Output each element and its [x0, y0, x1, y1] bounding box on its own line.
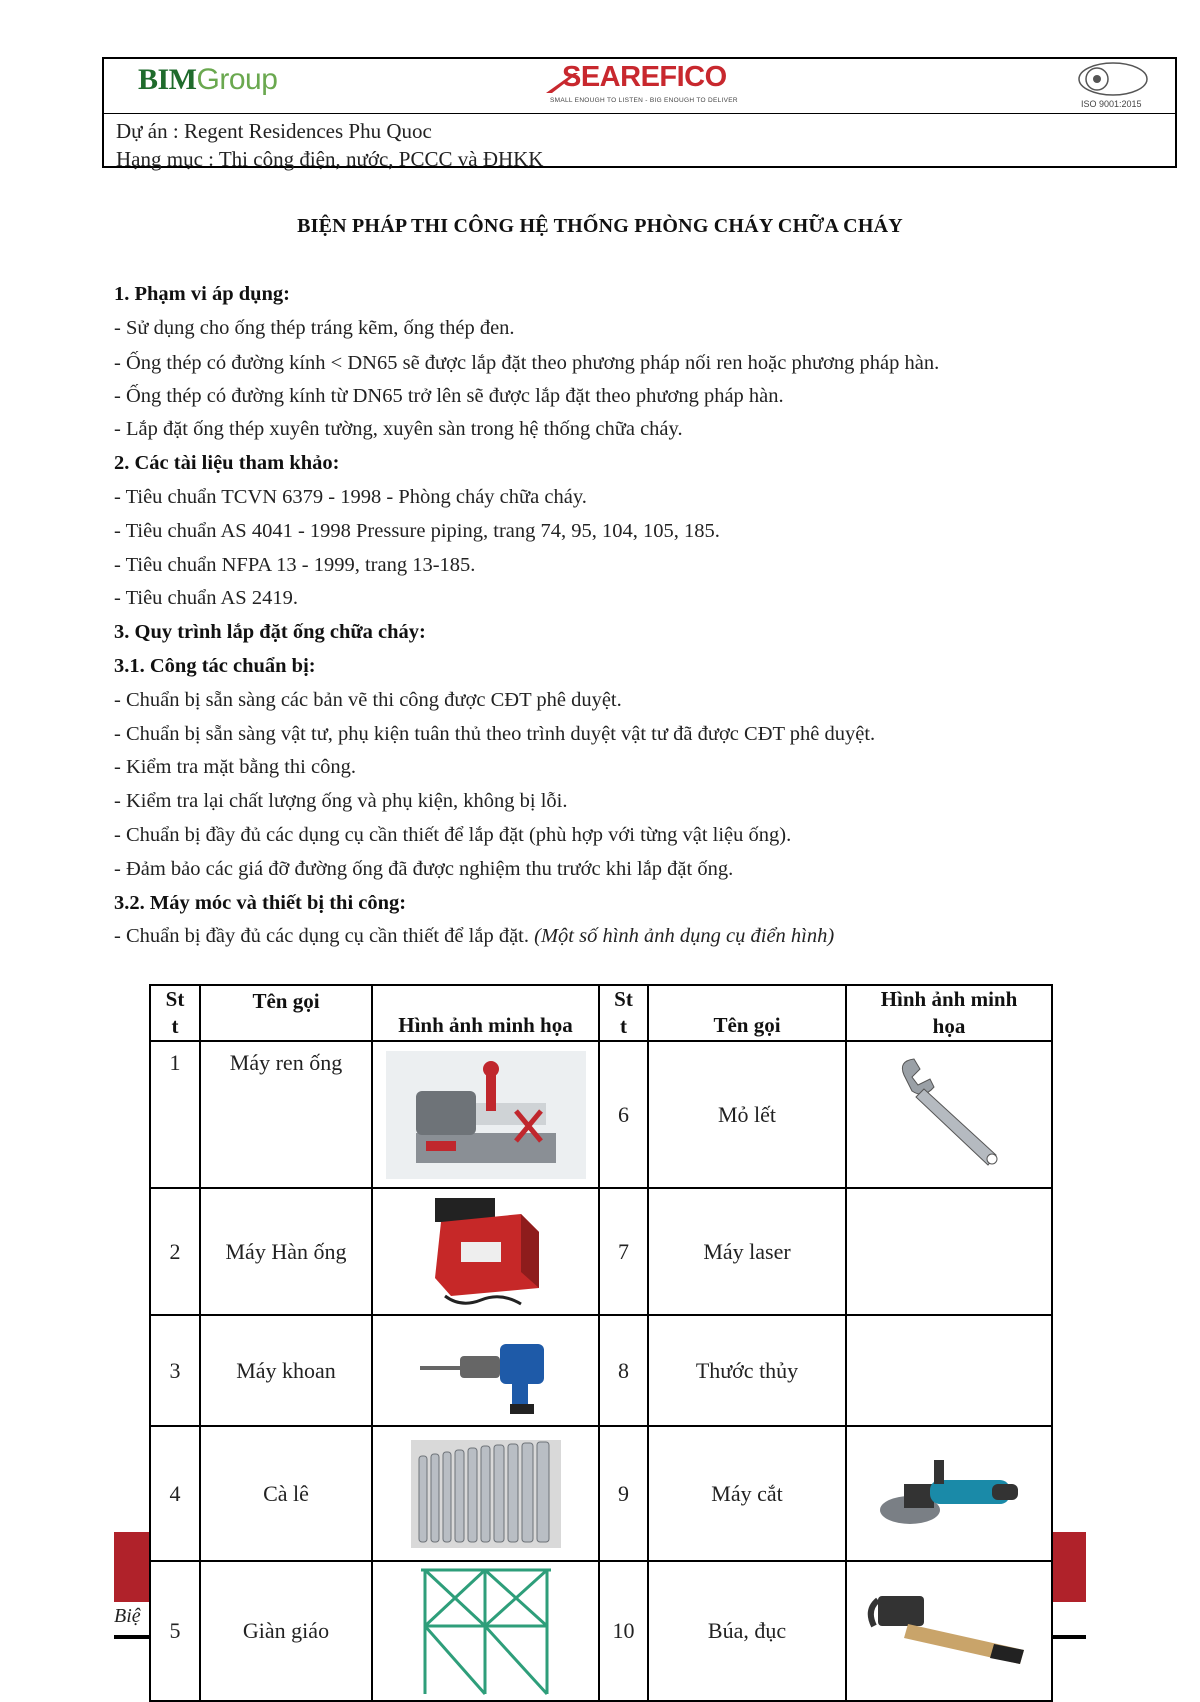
row-number-2: 7: [599, 1188, 648, 1315]
tool-image-cell: [372, 1188, 599, 1315]
body-line: - Chuẩn bị sẵn sàng các bản vẽ thi công được CĐT phê duyệt.: [114, 688, 622, 711]
tool-image-cell-2: [846, 1426, 1052, 1561]
pipe-threading-machine-icon: [386, 1051, 586, 1179]
logo-row: [104, 59, 1175, 114]
body-line: - Ống thép có đường kính từ DN65 trở lên sẽ được lắp đặt theo phương pháp hàn.: [114, 384, 784, 407]
section-heading: 1. Phạm vi áp dụng:: [114, 283, 291, 305]
footer-red-bar-left: [114, 1532, 150, 1602]
table-row: [150, 1188, 1052, 1315]
col-header-image: Hình ảnh minh họa: [372, 985, 599, 1041]
tool-image-cell-2: [846, 1561, 1052, 1701]
table-row: [150, 1426, 1052, 1561]
table-header-row: [150, 985, 1052, 1041]
tool-name-2: Thước thủy: [648, 1315, 846, 1426]
row-number: 2: [150, 1188, 200, 1315]
row-number-2: 9: [599, 1426, 648, 1561]
subsection-heading: 3.1. Công tác chuẩn bị:: [114, 654, 316, 677]
body-line: - Tiêu chuẩn NFPA 13 - 1999, trang 13-185.: [114, 553, 476, 576]
footer-text: Biệ: [114, 1605, 141, 1627]
tool-image-cell: [372, 1426, 599, 1561]
searefico-logo: SEAREFICO SMALL ENOUGH TO LISTEN - BIG ENOUGH TO DELIVER: [544, 61, 744, 109]
body-line: - Ống thép có đường kính < DN65 sẽ được lắp đặt theo phương pháp nối ren hoặc phương pháp hàn.: [114, 351, 940, 374]
row-number: 4: [150, 1426, 200, 1561]
section-heading: 3. Quy trình lắp đặt ống chữa cháy:: [114, 621, 426, 644]
scaffolding-icon: [411, 1566, 561, 1696]
iso-badge-icon: [1073, 61, 1153, 99]
body-line: - Tiêu chuẩn AS 2419.: [114, 587, 298, 610]
project-info: [116, 117, 543, 173]
section-heading: 2. Các tài liệu tham khảo:: [114, 452, 340, 475]
tool-name: Giàn giáo: [200, 1561, 372, 1701]
body-line: - Chuẩn bị sẵn sàng vật tư, phụ kiện tuân thủ theo trình duyệt vật tư đã được CĐT phê duyệt.: [114, 722, 876, 745]
col-header-name-2: Tên gọi: [648, 985, 846, 1041]
tools-table: [149, 984, 1053, 1702]
tool-name-2: Máy cắt: [648, 1426, 846, 1561]
col-header-stt-2: St t: [599, 985, 648, 1041]
tool-image-cell-2: [846, 1188, 1052, 1315]
wrench-set-icon: [411, 1440, 561, 1548]
body-line: - Tiêu chuẩn TCVN 6379 - 1998 - Phòng cháy chữa cháy.: [114, 485, 587, 508]
project-line: Dự án : Regent Residences Phu Quoc: [116, 119, 432, 143]
body-line: - Chuẩn bị đầy đủ các dụng cụ cần thiết để lắp đặt. (Một số hình ảnh dụng cụ điển hình): [114, 925, 835, 948]
tool-image-cell-2: [846, 1315, 1052, 1426]
footer-red-bar-right: [1052, 1532, 1086, 1602]
table-row: [150, 1315, 1052, 1426]
italic-note: (Một số hình ảnh dụng cụ điển hình): [534, 925, 835, 948]
row-number: 1: [150, 1041, 200, 1188]
document-title: BIỆN PHÁP THI CÔNG HỆ THỐNG PHÒNG CHÁY CHỮA CHÁY: [297, 215, 903, 237]
body-line: - Đảm bảo các giá đỡ đường ống đã được nghiệm thu trước khi lắp đặt ống.: [114, 857, 734, 880]
col-header-image-2: Hình ảnh minh họa: [846, 985, 1052, 1041]
footer-rule-left: [114, 1635, 150, 1639]
category-line: Hạng mục : Thi công điện, nước, PCCC và ĐHKK: [116, 147, 544, 171]
subsection-heading: 3.2. Máy móc và thiết bị thi công:: [114, 891, 407, 914]
tool-name: Máy khoan: [200, 1315, 372, 1426]
body-line: - Lắp đặt ống thép xuyên tường, xuyên sàn trong hệ thống chữa cháy.: [114, 418, 683, 441]
tool-name: Máy Hàn ống: [200, 1188, 372, 1315]
row-number: 3: [150, 1315, 200, 1426]
table-row: [150, 1041, 1052, 1188]
document-header: [102, 57, 1177, 171]
row-number-2: 8: [599, 1315, 648, 1426]
hammer-icon: [864, 1586, 1034, 1676]
tool-name: Cà lê: [200, 1426, 372, 1561]
bim-group-logo: BIMGroup: [138, 63, 278, 96]
body-line: - Chuẩn bị đầy đủ các dụng cụ cần thiết để lắp đặt (phù hợp với từng vật liệu ống).: [114, 823, 792, 846]
tool-name-2: Máy laser: [648, 1188, 846, 1315]
tool-image-cell-2: [846, 1041, 1052, 1188]
angle-grinder-icon: [874, 1454, 1024, 1534]
tool-name: Máy ren ống: [200, 1041, 372, 1188]
body-line: - Sử dụng cho ống thép tráng kẽm, ống thép đen.: [114, 316, 515, 339]
tool-image-cell: [372, 1315, 599, 1426]
row-number-2: 6: [599, 1041, 648, 1188]
body-line: - Tiêu chuẩn AS 4041 - 1998 Pressure piping, trang 74, 95, 104, 105, 185.: [114, 519, 720, 542]
tool-image-cell: [372, 1561, 599, 1701]
footer-rule-right: [1052, 1635, 1086, 1639]
row-number-2: 10: [599, 1561, 648, 1701]
body-line: - Kiểm tra lại chất lượng ống và phụ kiện, không bị lỗi.: [114, 790, 568, 813]
row-number: 5: [150, 1561, 200, 1701]
tool-name-2: Mỏ lết: [648, 1041, 846, 1188]
rotary-drill-icon: [416, 1326, 556, 1416]
document-body: [114, 278, 1074, 954]
iso-certification-logo: ISO 9001:2015: [1073, 61, 1153, 109]
tool-image-cell: [372, 1041, 599, 1188]
welding-machine-icon: [421, 1192, 551, 1312]
body-line: - Kiểm tra mặt bằng thi công.: [114, 756, 356, 779]
adjustable-wrench-icon: [884, 1055, 1014, 1175]
table-row: [150, 1561, 1052, 1701]
tool-name-2: Búa, đục: [648, 1561, 846, 1701]
col-header-stt: St t: [150, 985, 200, 1041]
col-header-name: Tên gọi: [200, 985, 372, 1041]
